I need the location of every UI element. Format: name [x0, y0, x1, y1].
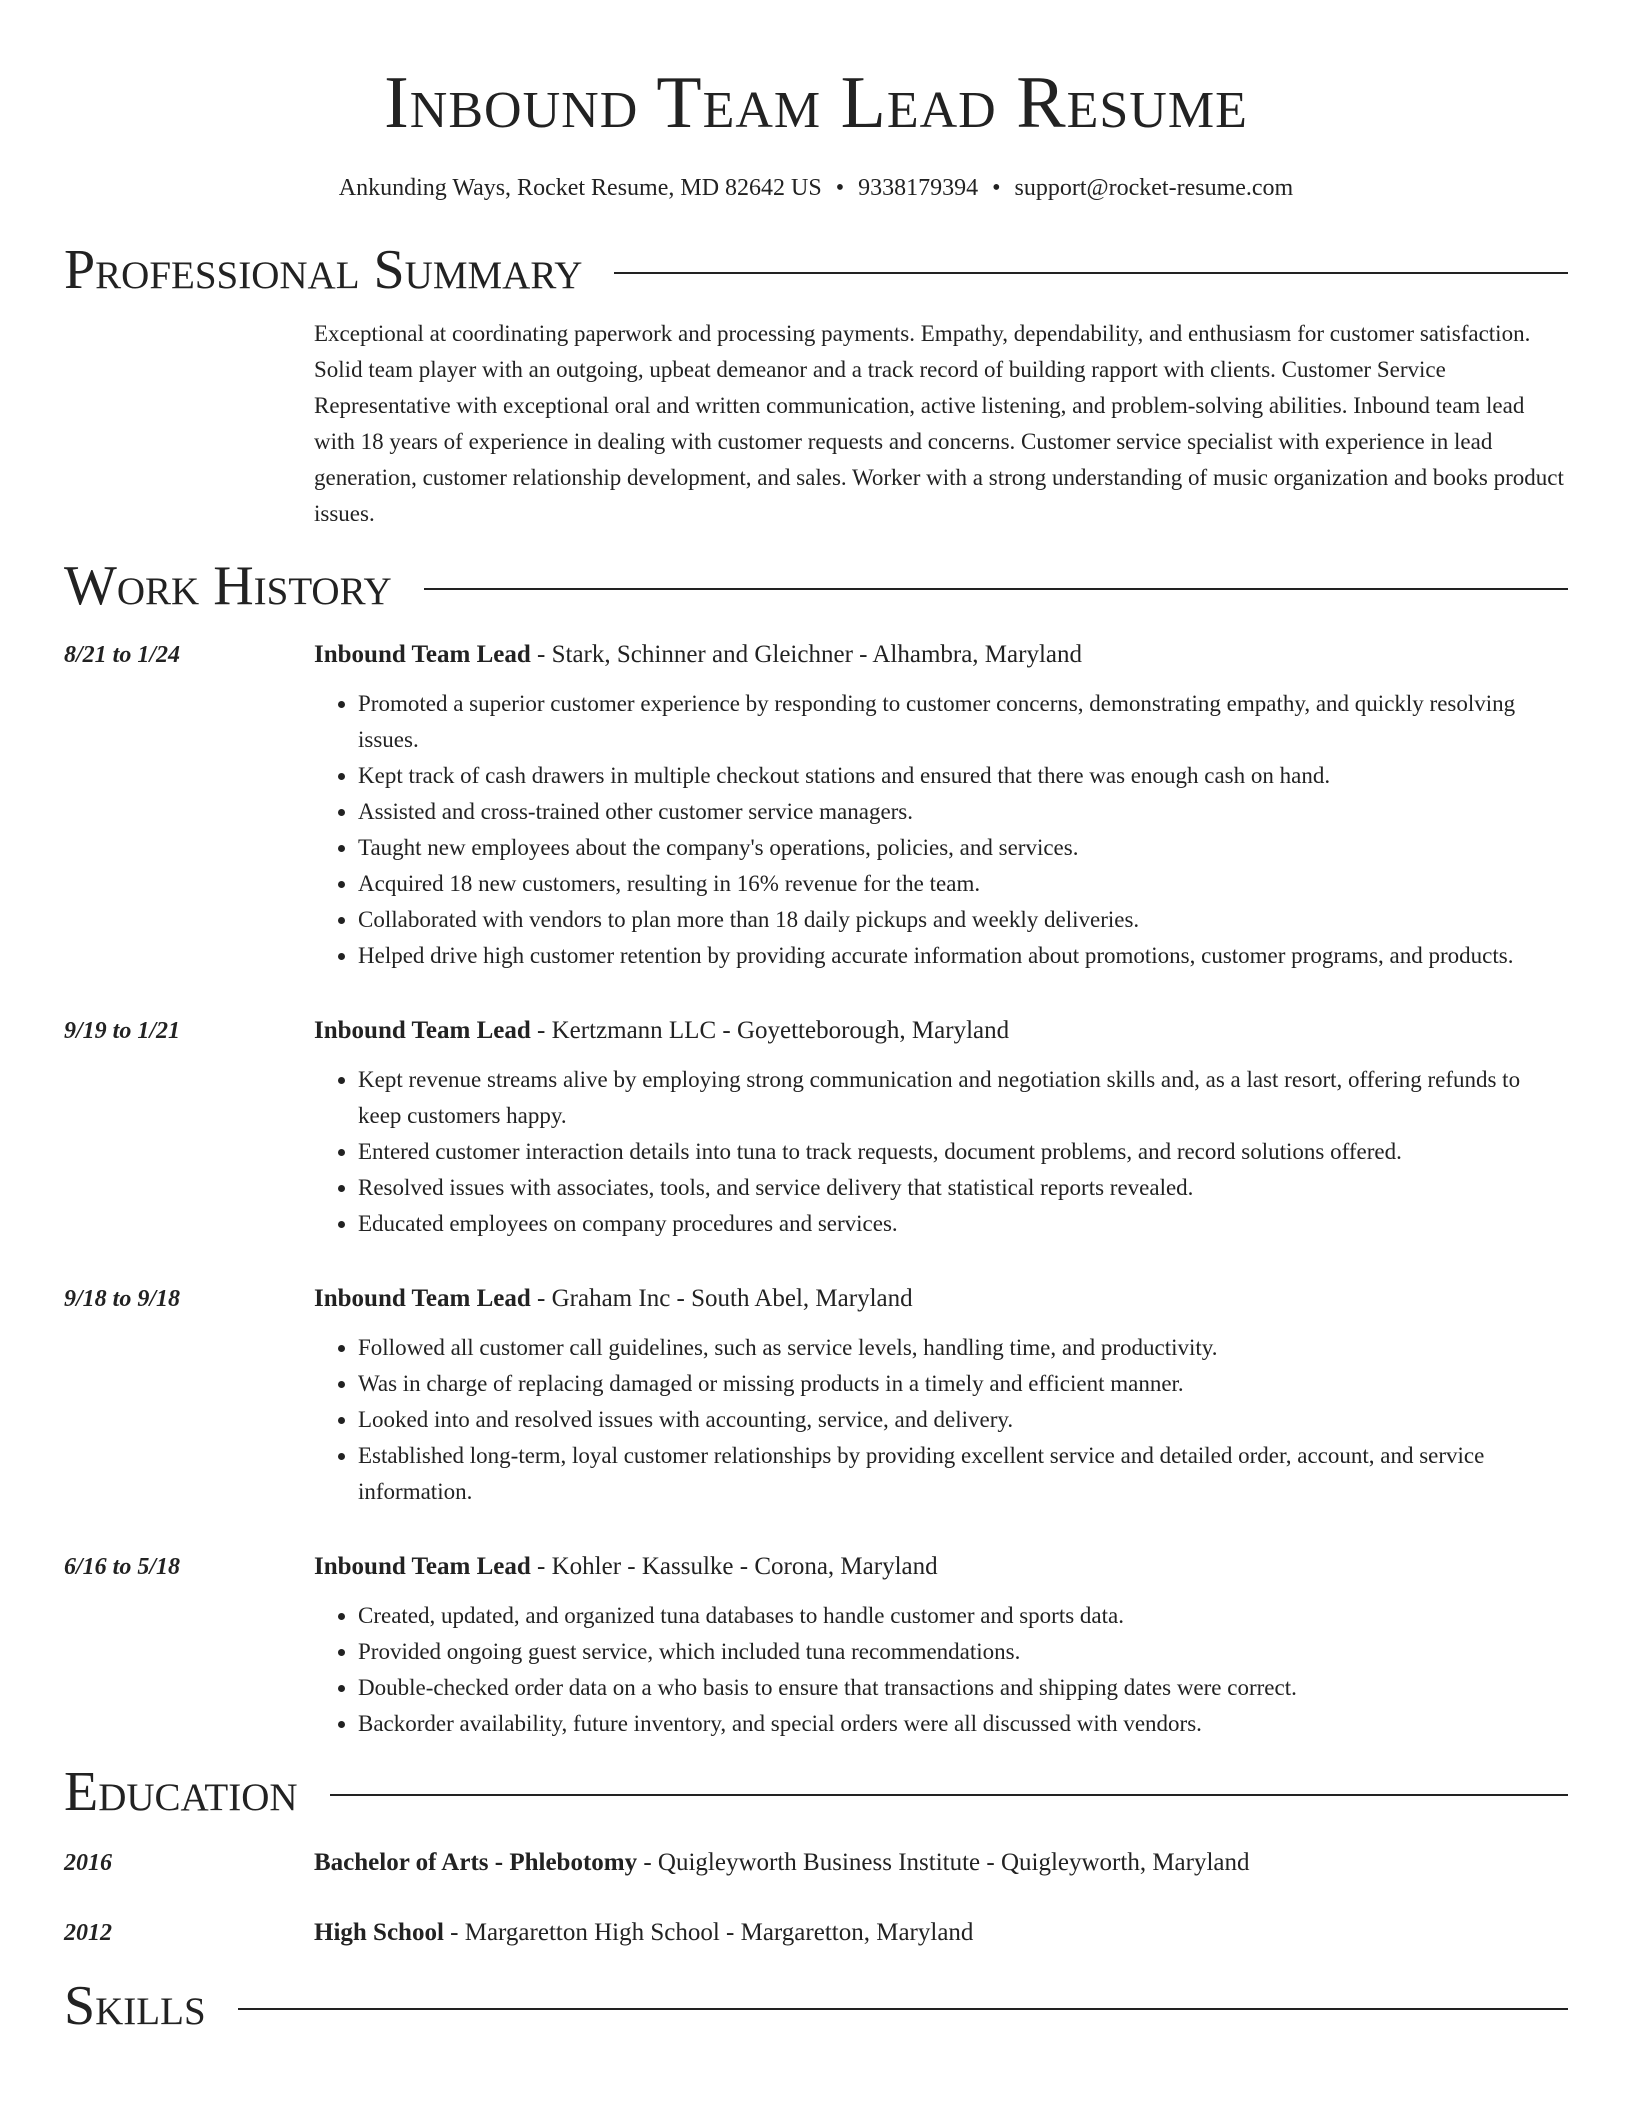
work-bullet: • Taught new employees about the company's operations, policies, and services.: [358, 830, 1568, 866]
education-heading: [314, 1916, 1568, 1950]
work-entry-body: [314, 638, 1568, 974]
contact-separator: •: [992, 175, 1001, 201]
education-date: 2016: [64, 1850, 112, 1876]
work-bullets: [314, 1062, 1568, 1242]
work-bullet: • Followed all customer call guidelines, such as service levels, handling time, and productivity.: [358, 1330, 1568, 1366]
job-title: Inbound Team Lead: [314, 1285, 531, 1312]
education-section-header: [64, 1760, 1568, 1824]
job-title: Inbound Team Lead: [314, 1017, 531, 1044]
work-bullet: • Educated employees on company procedures and services.: [358, 1206, 1568, 1242]
summary-section-title: Professional Summary: [64, 239, 583, 301]
employer-details: - Kohler - Kassulke - Corona, Maryland: [530, 1553, 938, 1580]
work-heading: [314, 638, 1568, 672]
summary-section-header: [64, 238, 1568, 302]
job-title: Inbound Team Lead: [314, 641, 531, 668]
section-divider: [330, 1794, 1568, 1796]
work-entry-body: [314, 1014, 1568, 1242]
work-entry: [64, 638, 1568, 974]
education-entry-body: [314, 1846, 1568, 1880]
work-bullet: • Resolved issues with associates, tools, and service delivery that statistical reports revealed.: [358, 1170, 1568, 1206]
work-entry-body: [314, 1282, 1568, 1510]
work-entry: [64, 1282, 1568, 1510]
work-bullets: [314, 1330, 1568, 1510]
school-details: - Quigleyworth Business Institute - Quigleyworth, Maryland: [637, 1849, 1250, 1876]
work-date: 8/21 to 1/24: [64, 642, 181, 668]
work-date: 9/19 to 1/21: [64, 1018, 181, 1044]
work-heading: [314, 1014, 1568, 1048]
contact-email: support@rocket-resume.com: [1014, 175, 1294, 201]
summary-text: Exceptional at coordinating paperwork and processing payments. Empathy, dependability, and enthusiasm for customer satisfaction. Solid team player with an outgoing, upbeat demeanor and a track record of building rapport with clients. Customer Service Representative with exceptional oral and written communication, active listening, and problem-solving abilities. Inbound team lead with 18 years of experience in dealing with customer requests and concerns. Customer service specialist with experience in lead generation, customer relationship development, and sales. Worker with a strong understanding of music organization and books product issues.: [314, 321, 1564, 526]
employer-details: - Kertzmann LLC - Goyetteborough, Maryland: [530, 1017, 1010, 1044]
work-bullets: [314, 1598, 1568, 1742]
work-bullet: • Looked into and resolved issues with accounting, service, and delivery.: [358, 1402, 1568, 1438]
work-entry-body: [314, 1550, 1568, 1742]
work-history-list: [0, 638, 1632, 1742]
education-entry: [64, 1916, 1568, 1950]
work-bullet: • Kept track of cash drawers in multiple checkout stations and ensured that there was enough cash on hand.: [358, 758, 1568, 794]
work-bullet: • Provided ongoing guest service, which included tuna recommendations.: [358, 1634, 1568, 1670]
education-heading: [314, 1846, 1568, 1880]
degree-name: Bachelor of Arts - Phlebotomy: [314, 1849, 638, 1876]
work-date: 6/16 to 5/18: [64, 1554, 181, 1580]
work-entry: [64, 1014, 1568, 1242]
work-bullet: • Acquired 18 new customers, resulting in 16% revenue for the team.: [358, 866, 1568, 902]
education-entry-body: [314, 1916, 1568, 1950]
contact-phone: 9338179394: [858, 175, 979, 201]
education-section-title: Education: [64, 1761, 298, 1823]
employer-details: - Graham Inc - South Abel, Maryland: [530, 1285, 913, 1312]
work-bullet: • Assisted and cross-trained other customer service managers.: [358, 794, 1568, 830]
section-divider: [614, 272, 1568, 274]
school-details: - Margaretton High School - Margaretton, Maryland: [443, 1919, 974, 1946]
skills-section-header: [64, 1974, 1568, 2038]
work-heading: [314, 1282, 1568, 1316]
employer-details: - Stark, Schinner and Gleichner - Alhambra, Maryland: [530, 641, 1083, 668]
education-list: [0, 1846, 1632, 1950]
job-title: Inbound Team Lead: [314, 1553, 531, 1580]
degree-name: High School: [314, 1919, 444, 1946]
work-bullets: [314, 686, 1568, 974]
education-date: 2012: [64, 1920, 112, 1946]
work-section-header: [64, 554, 1568, 618]
work-bullet: • Promoted a superior customer experience by responding to customer concerns, demonstrating empathy, and quickly resolving issues.: [358, 686, 1568, 758]
work-bullet: • Established long-term, loyal customer relationships by providing excellent service and detailed order, account, and service information.: [358, 1438, 1568, 1510]
work-entry: [64, 1550, 1568, 1742]
skills-section-title: Skills: [64, 1975, 206, 2037]
work-date: 9/18 to 9/18: [64, 1286, 181, 1312]
work-bullet: • Created, updated, and organized tuna databases to handle customer and sports data.: [358, 1598, 1568, 1634]
work-bullet: • Collaborated with vendors to plan more than 18 daily pickups and weekly deliveries.: [358, 902, 1568, 938]
section-divider: [238, 2008, 1568, 2010]
work-bullet: • Was in charge of replacing damaged or missing products in a timely and efficient manner.: [358, 1366, 1568, 1402]
work-bullet: • Backorder availability, future inventory, and special orders were all discussed with vendors.: [358, 1706, 1568, 1742]
work-bullet: • Entered customer interaction details into tuna to track requests, document problems, and record solutions offered.: [358, 1134, 1568, 1170]
work-bullet: • Helped drive high customer retention by providing accurate information about promotions, customer programs, and products.: [358, 938, 1568, 974]
section-divider: [424, 588, 1568, 590]
work-bullet: • Double-checked order data on a who basis to ensure that transactions and shipping dates were correct.: [358, 1670, 1568, 1706]
contact-separator: •: [835, 175, 845, 201]
work-heading: [314, 1550, 1568, 1584]
work-bullet: • Kept revenue streams alive by employing strong communication and negotiation skills and, as a last resort, offering refunds to keep customers happy.: [358, 1062, 1568, 1134]
education-entry: [64, 1846, 1568, 1880]
contact-address: Ankunding Ways, Rocket Resume, MD 82642 US: [338, 175, 822, 201]
contact-line: [0, 174, 1632, 202]
resume-title: Inbound Team Lead Resume: [384, 62, 1248, 144]
work-section-title: Work History: [64, 555, 392, 617]
